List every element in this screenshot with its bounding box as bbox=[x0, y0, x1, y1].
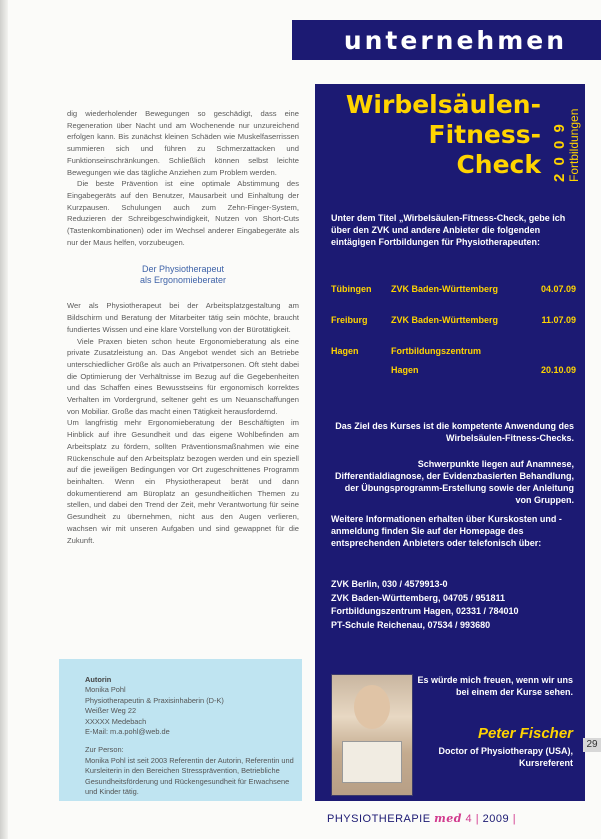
spacer bbox=[85, 737, 295, 745]
date-city: Tübingen bbox=[331, 284, 372, 294]
date-city: Freiburg bbox=[331, 315, 368, 325]
footer-separator: | bbox=[475, 813, 480, 825]
magazine-med-logo: med bbox=[434, 812, 462, 825]
contact-list bbox=[331, 578, 576, 632]
date-city: Hagen bbox=[331, 346, 359, 356]
author-line: Physiotherapeutin & Praxisinhaberin (D-K) bbox=[85, 695, 224, 705]
paragraph: dig wiederholender Bewegungen so geschädigt, dass eine Regeneration über Nacht und am Wochenende nur unzureichend erfolgen kann. Bis zunächst kleinen Schäden wie Muskelfaserrissen summieren sich und führen zu Schmerzattacken und Funktionseinschränkungen. Schließlich können selbst leichte Bewegungen wie das tägliche Anziehen zum Problem werden. bbox=[67, 109, 299, 177]
paragraph: Wer als Physiotherapeut bei der Arbeitsplatzgestaltung am Bildschirm und Beratung der Mitarbeiter tätig sein möchte, braucht fundiertes Wissen und eine klare Vorstellung von der Bürotätigkeit. bbox=[67, 301, 299, 334]
author-line: Weißer Weg 22 bbox=[85, 706, 137, 716]
contact-item: ZVK Berlin, 030 / 4579913-0 bbox=[331, 579, 448, 589]
date-row bbox=[331, 346, 576, 358]
magazine-name: PHYSIOTHERAPIE bbox=[327, 813, 431, 825]
more-info-text: Weitere Informationen erhalten über Kurskosten und -anmeldung finden Sie auf der Homepage des entsprechenden Anbieters oder telefonisch über: bbox=[331, 514, 562, 548]
section-header-band bbox=[292, 20, 601, 60]
date-organizer: ZVK Baden-Württemberg bbox=[391, 284, 499, 294]
year-value: 2 0 0 9 bbox=[551, 122, 568, 182]
contact-item: Fortbildungszentrum Hagen, 02331 / 784010 bbox=[331, 606, 519, 616]
box-title-line: Wirbelsäulen- bbox=[345, 90, 541, 119]
box-title-line: Check bbox=[456, 150, 541, 179]
author-info-text bbox=[85, 675, 295, 797]
course-goal: Das Ziel des Kurses ist die kompetente Anwendung des Wirbelsäulen-Fitness-Checks. bbox=[335, 421, 574, 443]
footer bbox=[327, 812, 516, 825]
author-bio: Monika Pohl ist seit 2003 Referentin der Autorin, Referentin und Kursleiterin in den Bereichen Stressprävention, Betriebliche Gesundheitsförderung und Rückengesundheit für Erwachsene und Kinder tätig. bbox=[85, 755, 294, 797]
course-info-box bbox=[315, 84, 585, 801]
author-line: XXXXX Medebach bbox=[85, 716, 147, 726]
issue-year: 2009 bbox=[482, 813, 510, 825]
intro-text: Unter dem Titel „Wirbelsäulen-Fitness-Check, gebe ich über den ZVK und andere Anbieter die folgenden eintägigen Fortbildungen für Physiotherapeuten: bbox=[331, 213, 566, 247]
subheading-line: Der Physiotherapeut bbox=[141, 264, 225, 275]
course-focus: Schwerpunkte liegen auf Anamnese, Differentialdiagnose, der Evidenzbasierten Behandlung, der Übungsprogramm-Erstellung sowie der Anleitung von Gruppen. bbox=[334, 459, 574, 505]
subheading bbox=[67, 264, 299, 286]
date-row bbox=[331, 365, 576, 377]
author-line: Monika Pohl bbox=[85, 685, 126, 695]
speaker-role: Doctor of Physiotherapy (USA), Kursreferent bbox=[438, 746, 573, 768]
date-row bbox=[331, 284, 576, 296]
year-label bbox=[553, 82, 581, 188]
contact-item: ZVK Baden-Württemberg, 04705 / 951811 bbox=[331, 592, 506, 603]
author-email: E-Mail: m.a.pohl@web.de bbox=[85, 727, 170, 737]
date-row bbox=[331, 315, 576, 327]
face-shape bbox=[354, 685, 390, 729]
course-dates bbox=[331, 284, 576, 375]
author-line: Zur Person: bbox=[85, 745, 124, 755]
speaker-name: Peter Fischer bbox=[477, 725, 573, 742]
fortbildungen-label: Fortbildungen bbox=[567, 108, 581, 182]
speaker-photo bbox=[331, 674, 413, 796]
footer-separator: | bbox=[512, 813, 517, 825]
article-text-column bbox=[67, 108, 299, 546]
section-title: unternehmen bbox=[343, 26, 567, 55]
date-organizer: Hagen bbox=[391, 365, 419, 375]
paragraph: Viele Praxen bieten schon heute Ergonomieberatung als eine private Zusatzleistung an. Das Angebot wendet sich an Betriebe unterschiedlicher Größe als auch an Privatpersonen. Oft steht dabei die Optimierung der Verhältnisse im Bezug auf die Gegebenheiten und das Schaffen eines Bewusstseins für ergonomisch korrektes Verhalten im Vordergrund, seltener geht es um Neuanschaffungen von Mobiliar. Große das macht einen Tätigkeit herausfordernd. bbox=[67, 336, 299, 416]
paragraph: Die beste Prävention ist eine optimale Abstimmung des Eingabegeräts auf den Benutzer, Mausarbeit und Einhaltung der Kurzpausen. Schulungen auch zum Zehn-Finger-System, Reduzieren der Schreibgeschwindigkeit, Nutzen von Short-Cuts (Tastenkombinationen) oder im Wechsel anderer Eingabegeräte als nur der Maus helfen, vorzubeugen. bbox=[67, 179, 299, 247]
closing-text: Es würde mich freuen, wenn wir uns bei einem der Kurse sehen. bbox=[417, 675, 573, 697]
book-shape bbox=[342, 741, 402, 783]
page-spine-shadow bbox=[0, 0, 8, 839]
box-title-line: Fitness- bbox=[428, 120, 541, 149]
date-value: 20.10.09 bbox=[540, 365, 576, 375]
issue-number: 4 bbox=[465, 813, 473, 825]
subheading-line: als Ergonomieberater bbox=[139, 275, 227, 286]
date-value: 11.07.09 bbox=[541, 315, 576, 325]
contact-item: PT-Schule Reichenau, 07534 / 993680 bbox=[331, 619, 491, 630]
date-organizer: ZVK Baden-Württemberg bbox=[391, 315, 499, 325]
author-heading: Autorin bbox=[85, 675, 112, 684]
date-organizer: Fortbildungszentrum bbox=[391, 346, 481, 356]
date-value: 04.07.09 bbox=[540, 284, 576, 294]
paragraph: Um langfristig mehr Ergonomieberatung der Beschäftigten im Hinblick auf ihre Gesundheit und das eigene Wohlbefinden am Arbeitsplatz zu fördern, sollten Präventionsmaßnahmen wie eine Rückenschule auf den Arbeitsplatz bezogen werden und ein speziell auf die jeweiligen Bedingungen vor Ort zugeschnittenes Programm beinhalten. Wenn ein Physiotherapeut berät und dann dokumentierend am Büroplatz an gesundheitlichen Themen zu stellen, und dabei den Trend der Zeit, mehr Verantwortung für seine Gesundheit zu übernehmen, nicht aus den Augen verlieren, wachsen wir mit unseren Aufgaben und sind gewappnet für die Zukunft. bbox=[67, 418, 299, 545]
page-number: 29 bbox=[583, 738, 601, 752]
author-info-box bbox=[59, 659, 302, 801]
